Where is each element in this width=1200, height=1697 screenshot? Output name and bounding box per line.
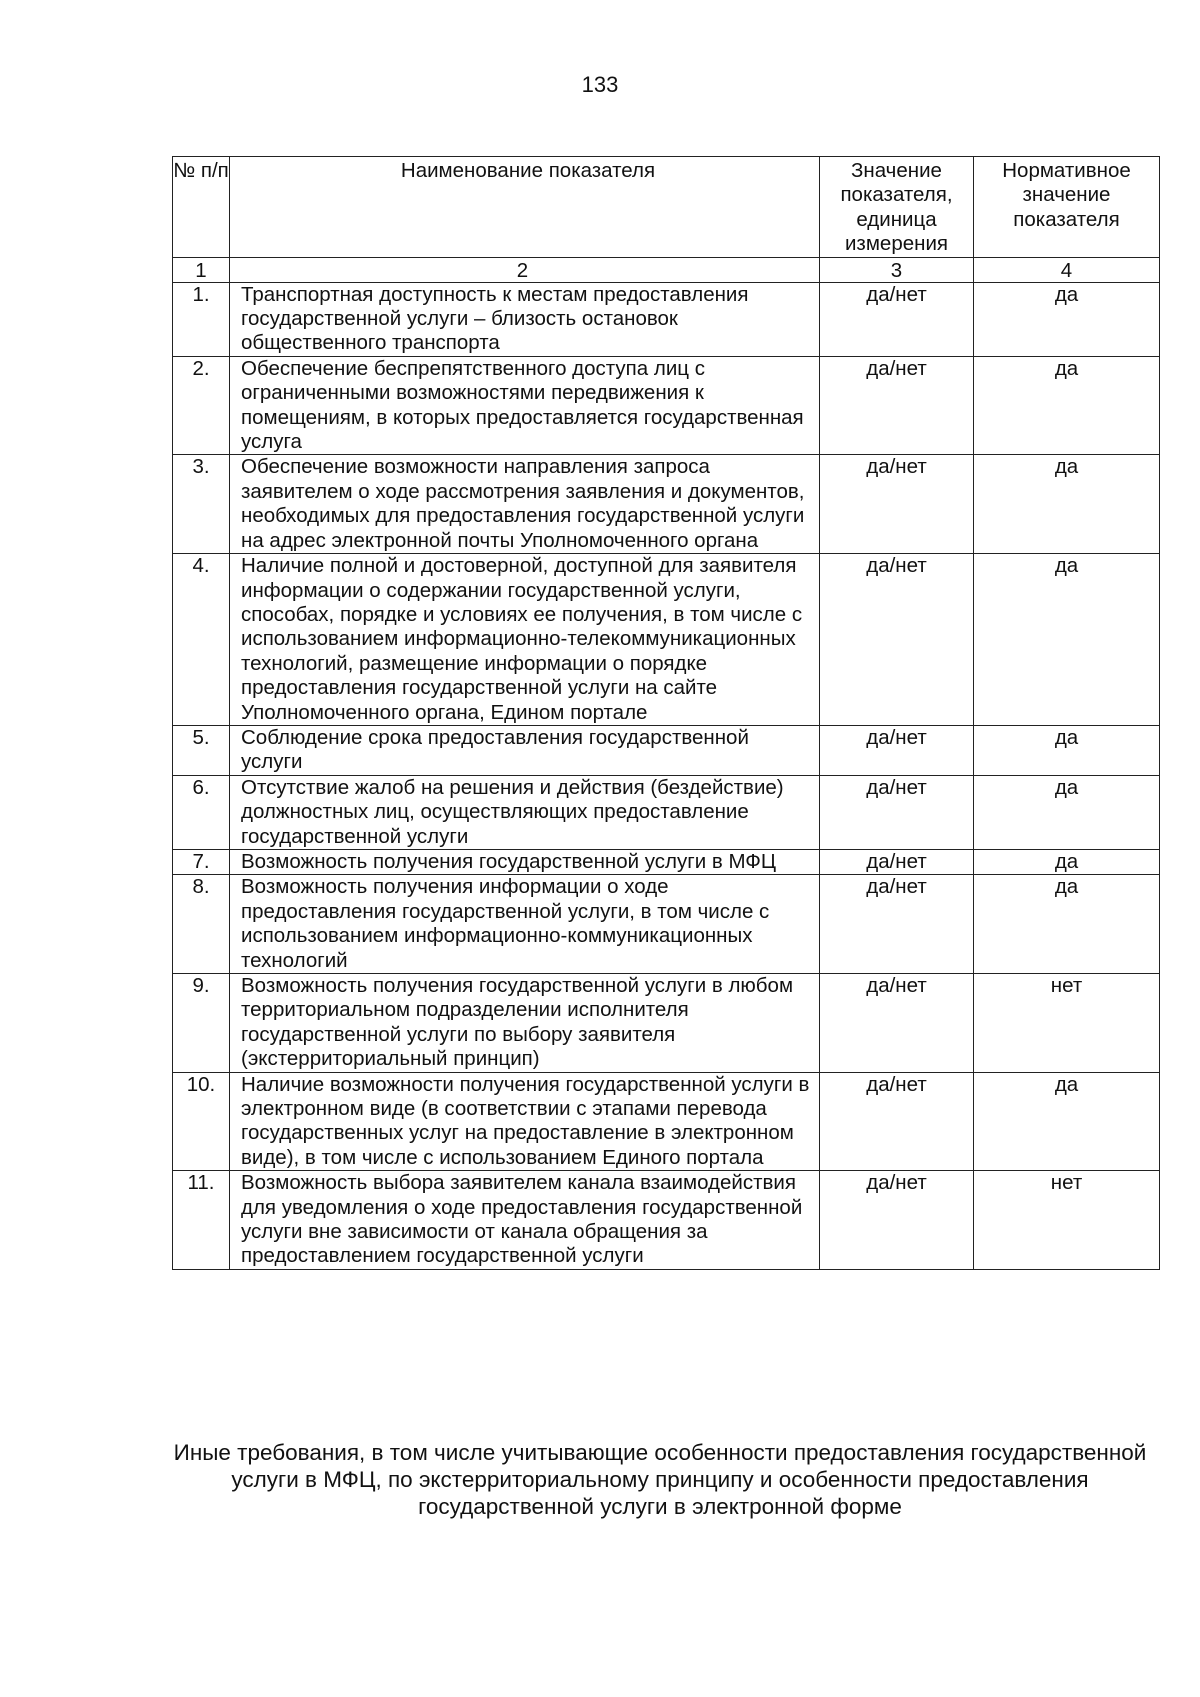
row-indicator-name: Наличие возможности получения государственной услуги в электронном виде (в соответствии с этапами перевода государственных услуг на предоставление в электронном виде), в том числе с использованием Единого портала xyxy=(230,1072,820,1171)
row-normative-value: да xyxy=(974,356,1160,455)
header-norm: Нормативное значение показателя xyxy=(974,157,1160,258)
row-value-unit: да/нет xyxy=(820,1171,974,1270)
table-header-row xyxy=(173,157,1160,258)
row-value-unit: да/нет xyxy=(820,1072,974,1171)
indicators-table xyxy=(172,156,1160,1270)
row-number: 1. xyxy=(173,282,230,356)
row-number: 3. xyxy=(173,455,230,554)
table-row xyxy=(173,1171,1160,1270)
table-row xyxy=(173,875,1160,974)
table-row xyxy=(173,849,1160,874)
row-number: 6. xyxy=(173,775,230,849)
row-normative-value: да xyxy=(974,775,1160,849)
row-value-unit: да/нет xyxy=(820,356,974,455)
row-normative-value: нет xyxy=(974,1171,1160,1270)
row-number: 11. xyxy=(173,1171,230,1270)
row-normative-value: да xyxy=(974,282,1160,356)
row-normative-value: да xyxy=(974,725,1160,775)
row-indicator-name: Транспортная доступность к местам предоставления государственной услуги – близость остановок общественного транспорта xyxy=(230,282,820,356)
row-normative-value: да xyxy=(974,1072,1160,1171)
page-number: 133 xyxy=(581,72,619,97)
table-row xyxy=(173,974,1160,1073)
row-value-unit: да/нет xyxy=(820,725,974,775)
row-number: 4. xyxy=(173,554,230,726)
row-normative-value: да xyxy=(974,875,1160,974)
row-indicator-name: Обеспечение беспрепятственного доступа лиц с ограниченными возможностями передвижения к помещениям, в которых предоставляется государственная услуга xyxy=(230,356,820,455)
row-number: 10. xyxy=(173,1072,230,1171)
row-indicator-name: Отсутствие жалоб на решения и действия (бездействие) должностных лиц, осуществляющих предоставление государственной услуги xyxy=(230,775,820,849)
column-number: 1 xyxy=(173,257,230,282)
row-normative-value: нет xyxy=(974,974,1160,1073)
row-value-unit: да/нет xyxy=(820,282,974,356)
row-normative-value: да xyxy=(974,455,1160,554)
row-indicator-name: Возможность выбора заявителем канала взаимодействия для уведомления о ходе предоставления государственной услуги вне зависимости от канала обращения за предоставлением государственной услуги xyxy=(230,1171,820,1270)
row-number: 7. xyxy=(173,849,230,874)
column-number: 4 xyxy=(974,257,1160,282)
row-indicator-name: Соблюдение срока предоставления государственной услуги xyxy=(230,725,820,775)
row-value-unit: да/нет xyxy=(820,974,974,1073)
column-number-row xyxy=(173,257,1160,282)
table-row xyxy=(173,725,1160,775)
header-value: Значение показателя, единица измерения xyxy=(820,157,974,258)
row-value-unit: да/нет xyxy=(820,455,974,554)
table-row xyxy=(173,1072,1160,1171)
row-indicator-name: Обеспечение возможности направления запроса заявителем о ходе рассмотрения заявления и документов, необходимых для предоставления государственной услуги на адрес электронной почты Уполномоченного органа xyxy=(230,455,820,554)
header-name: Наименование показателя xyxy=(230,157,820,258)
row-normative-value: да xyxy=(974,554,1160,726)
row-number: 2. xyxy=(173,356,230,455)
table-row xyxy=(173,554,1160,726)
row-indicator-name: Возможность получения государственной услуги в МФЦ xyxy=(230,849,820,874)
row-value-unit: да/нет xyxy=(820,775,974,849)
row-indicator-name: Возможность получения государственной услуги в любом территориальном подразделении исполнителя государственной услуги по выбору заявителя (экстерриториальный принцип) xyxy=(230,974,820,1073)
table-row xyxy=(173,455,1160,554)
row-indicator-name: Возможность получения информации о ходе предоставления государственной услуги, в том числе с использованием информационно-коммуникационных технологий xyxy=(230,875,820,974)
row-number: 9. xyxy=(173,974,230,1073)
row-number: 5. xyxy=(173,725,230,775)
column-number: 3 xyxy=(820,257,974,282)
column-number: 2 xyxy=(230,257,820,282)
section-caption: Иные требования, в том числе учитывающие особенности предоставления государственной услуги в МФЦ, по экстерриториальному принципу и особенности предоставления государственной услуги в электронной форме xyxy=(173,1440,1147,1519)
table-row xyxy=(173,282,1160,356)
row-number: 8. xyxy=(173,875,230,974)
table-row xyxy=(173,356,1160,455)
header-num: № п/п xyxy=(173,157,230,258)
row-value-unit: да/нет xyxy=(820,849,974,874)
row-value-unit: да/нет xyxy=(820,554,974,726)
table-row xyxy=(173,775,1160,849)
row-value-unit: да/нет xyxy=(820,875,974,974)
row-normative-value: да xyxy=(974,849,1160,874)
row-indicator-name: Наличие полной и достоверной, доступной для заявителя информации о содержании государственной услуги, способах, порядке и условиях ее получения, в том числе с использованием информационно-телекоммуникационных технологий, размещение информации о порядке предоставления государственной услуги на сайте Уполномоченного органа, Едином портале xyxy=(230,554,820,726)
